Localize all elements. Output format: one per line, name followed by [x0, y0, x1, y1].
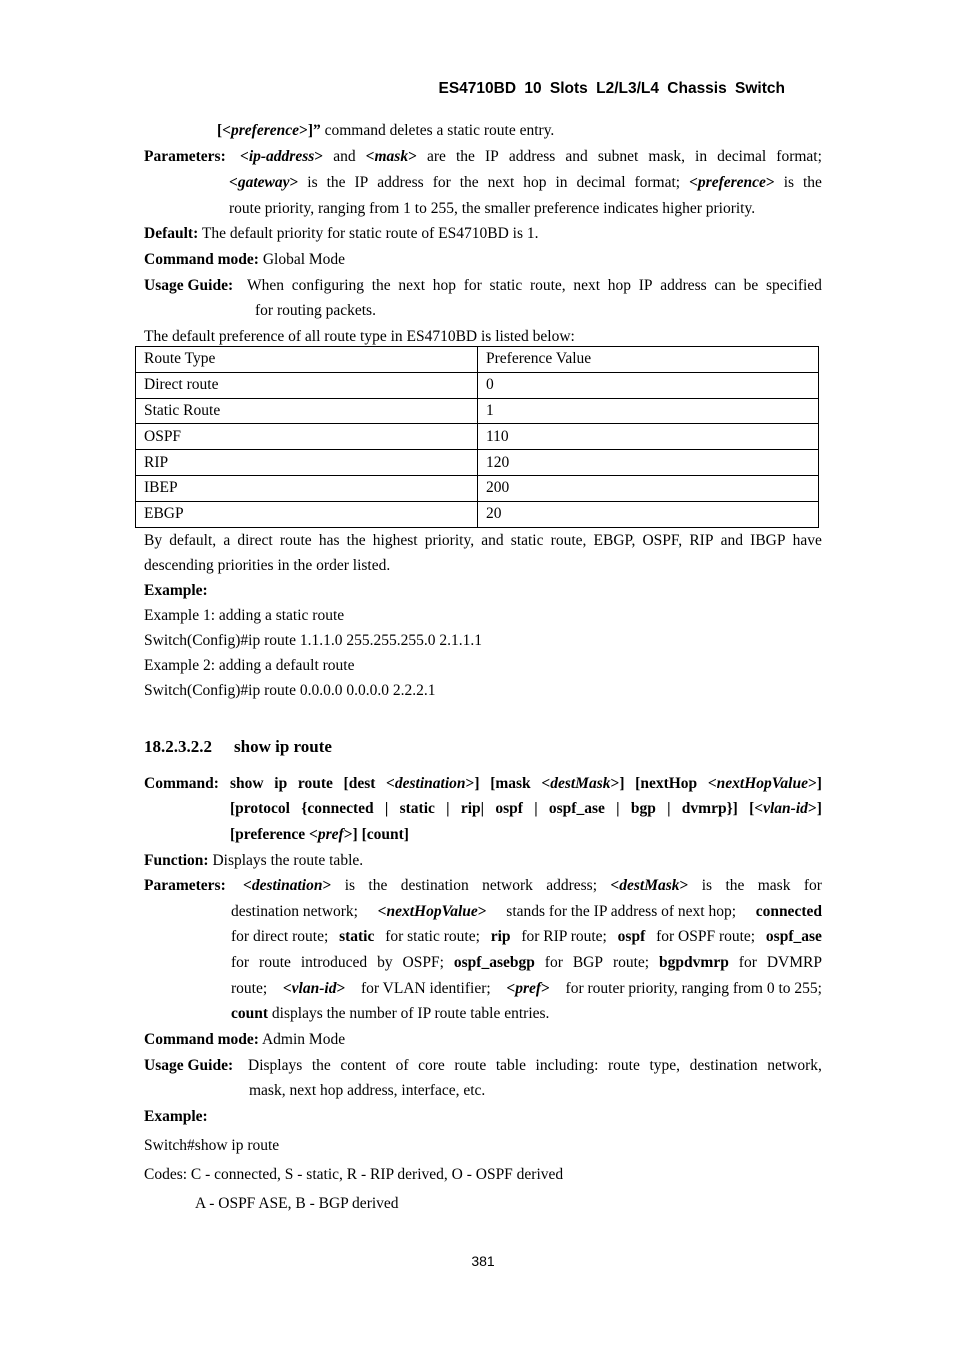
word: <destination>	[243, 877, 332, 894]
word: the	[346, 532, 366, 549]
word: |	[534, 800, 538, 817]
word: the	[368, 877, 388, 894]
preference-tail-bold: [<preference>]”	[217, 122, 321, 139]
after-table-line-2: descending priorities in the order listed.	[144, 557, 391, 574]
word: route;	[612, 954, 650, 971]
word: subnet	[597, 148, 639, 165]
params2-line-3	[231, 927, 822, 947]
word: <preference>	[689, 174, 775, 191]
word: and	[565, 148, 588, 165]
table-row	[136, 424, 819, 450]
section-title: show ip route	[234, 737, 332, 756]
word: [protocol	[230, 800, 290, 817]
usage-label-2: Usage Guide:	[144, 1057, 234, 1074]
word: route,	[550, 532, 587, 549]
word: for OSPF route;	[656, 928, 756, 945]
word: network,	[767, 1057, 822, 1074]
word: {connected	[301, 800, 374, 817]
word: IP	[354, 174, 369, 191]
word: [nextHop	[635, 775, 698, 792]
word: in	[695, 148, 708, 165]
word: and	[481, 532, 504, 549]
section-heading	[144, 737, 332, 757]
table-intro: The default preference of all route type in ES4710BD is listed below:	[144, 328, 575, 345]
table-cell: Direct route	[136, 372, 478, 398]
word: <mask>	[365, 148, 417, 165]
word: EBGP,	[593, 532, 636, 549]
word: <nextHopValue>]	[707, 775, 822, 792]
word: route	[259, 954, 291, 971]
table-cell: 0	[478, 372, 819, 398]
word: |	[616, 800, 620, 817]
command-line-2	[230, 799, 822, 819]
word: By	[144, 532, 163, 549]
word: network	[482, 877, 533, 894]
table-row	[136, 475, 819, 501]
word: <gateway>	[229, 174, 299, 191]
after-table-line-1	[144, 531, 822, 551]
preference-tail-text: command deletes a static route entry.	[320, 122, 555, 139]
word: bgp	[630, 800, 656, 817]
word: IBGP	[750, 532, 786, 549]
preference-table	[135, 346, 819, 528]
example-1: Example 1: adding a static route	[144, 607, 345, 624]
word: RIP	[689, 532, 714, 549]
table-header-cell: Preference Value	[478, 347, 819, 373]
word: <destination>]	[386, 775, 480, 792]
codes-line-1: Codes: C - connected, S - static, R - RIP derived, O - OSPF derived	[144, 1166, 564, 1183]
word: |	[667, 800, 671, 817]
command-line-1	[230, 774, 822, 794]
word: static	[339, 928, 375, 945]
word: route;	[231, 980, 268, 997]
word: OSPF;	[402, 954, 444, 971]
word: rip|	[460, 800, 485, 817]
example-label-2: Example:	[144, 1108, 208, 1125]
command-mode-line: Command mode: Global Mode	[144, 251, 346, 268]
params2-line-5	[231, 979, 822, 999]
word: a	[223, 532, 231, 549]
word: direct	[237, 532, 273, 549]
word: be	[743, 277, 759, 294]
word: static	[399, 800, 435, 817]
table-cell: 1	[478, 398, 819, 424]
word: When	[247, 277, 285, 294]
command-label: Command:	[144, 775, 219, 792]
word: introduced	[300, 954, 368, 971]
word: [dest	[343, 775, 376, 792]
function-line: Function: Displays the route table.	[144, 852, 364, 869]
word: can	[714, 277, 736, 294]
word: for RIP route;	[521, 928, 607, 945]
word: for	[738, 954, 757, 971]
word: hop	[523, 174, 547, 191]
word: <nextHopValue>	[377, 903, 487, 920]
page-number: 381	[471, 1253, 495, 1269]
word: route	[608, 1057, 640, 1074]
word: default,	[169, 532, 217, 549]
word: and	[333, 148, 356, 165]
word: table	[495, 1057, 526, 1074]
word: rip	[490, 928, 511, 945]
params-line-3: route priority, ranging from 1 to 255, the smaller preference indicates higher priority.	[229, 200, 756, 217]
params-line-2	[229, 173, 822, 193]
word: decimal	[576, 174, 626, 191]
word: for	[231, 954, 250, 971]
example-1-command: Switch(Config)#ip route 1.1.1.0 255.255.255.0 2.1.1.1	[144, 632, 482, 649]
word: for direct route;	[231, 928, 329, 945]
codes-line-2: A - OSPF ASE, B - BGP derived	[195, 1195, 399, 1212]
command-line-3: [preference <pref>] [count]	[230, 826, 409, 843]
word: decimal	[717, 148, 767, 165]
word: have	[792, 532, 822, 549]
word: destination network;	[231, 903, 358, 920]
word: |	[446, 800, 450, 817]
command-mode-line-2: Command mode: Admin Mode	[144, 1031, 346, 1048]
word: is	[701, 877, 713, 894]
table-row	[136, 372, 819, 398]
word: for	[803, 877, 822, 894]
word: type,	[649, 1057, 681, 1074]
usage-line-1	[247, 276, 822, 296]
word: |	[384, 800, 389, 817]
word: dvmrp}]	[681, 800, 738, 817]
table-row	[136, 501, 819, 527]
section-number: 18.2.3.2.2	[144, 737, 212, 756]
table-cell: OSPF	[136, 424, 478, 450]
word: destination	[689, 1057, 758, 1074]
word: is	[344, 877, 356, 894]
word: the	[371, 277, 391, 294]
word: ospf	[617, 928, 646, 945]
word: static	[510, 532, 544, 549]
word: in	[555, 174, 568, 191]
word: ospf_ase	[548, 800, 605, 817]
word: stands for the IP address of next hop;	[506, 903, 737, 920]
word: <destMask>	[610, 877, 689, 894]
word: for static route;	[385, 928, 480, 945]
word: the	[455, 148, 475, 165]
params-line-1	[240, 147, 822, 167]
word: format;	[634, 174, 681, 191]
table-cell: Static Route	[136, 398, 478, 424]
word: [<vlan-id>]	[749, 800, 822, 817]
word: the	[311, 1057, 331, 1074]
example-2: Example 2: adding a default route	[144, 657, 355, 674]
word: for VLAN identifier;	[360, 980, 491, 997]
word: highest	[372, 532, 418, 549]
usage2-line-1	[248, 1056, 822, 1076]
usage-line-2: for routing packets.	[255, 302, 376, 319]
table-cell: IBEP	[136, 475, 478, 501]
table-header-row	[136, 347, 819, 373]
word: next	[398, 277, 426, 294]
word: including:	[535, 1057, 599, 1074]
table-cell: 120	[478, 450, 819, 476]
word: OSPF,	[642, 532, 683, 549]
word: for	[432, 174, 451, 191]
word: mask,	[648, 148, 685, 165]
word: <destMask>]	[541, 775, 625, 792]
word: ip	[274, 775, 288, 792]
example-2-command: Switch(Config)#ip route 0.0.0.0 0.0.0.0 2.2.2.1	[144, 682, 436, 699]
usage2-line-2: mask, next hop address, interface, etc.	[249, 1082, 486, 1099]
word: priority,	[424, 532, 475, 549]
word: address	[660, 277, 707, 294]
word: are	[427, 148, 446, 165]
table-cell: 110	[478, 424, 819, 450]
params2-line-6: count displays the number of IP route table entries.	[231, 1005, 550, 1022]
page-header: ES4710BD 10 Slots L2/L3/L4 Chassis Switch	[438, 80, 785, 97]
word: for	[544, 954, 563, 971]
usage-label: Usage Guide:	[144, 277, 234, 294]
word: DVMRP	[766, 954, 822, 971]
word: connected	[755, 903, 822, 920]
word: route	[297, 775, 333, 792]
word: route,	[529, 277, 566, 294]
word: for router priority, ranging from 0 to 255;	[565, 980, 822, 997]
word: and	[720, 532, 744, 549]
word: show	[230, 775, 264, 792]
word: configuring	[291, 277, 365, 294]
example-command: Switch#show ip route	[144, 1137, 280, 1154]
word: content	[340, 1057, 386, 1074]
word: core	[418, 1057, 445, 1074]
preference-tail-line	[217, 121, 554, 141]
table-cell: RIP	[136, 450, 478, 476]
word: address;	[546, 877, 598, 894]
word: Displays	[248, 1057, 303, 1074]
word: IP	[638, 277, 653, 294]
word: next	[487, 174, 515, 191]
word: ospf_asebgp	[453, 954, 535, 971]
word: static	[489, 277, 523, 294]
default-line: Default: The default priority for static route of ES4710BD is 1.	[144, 225, 539, 242]
word: the	[803, 174, 822, 191]
word: of	[395, 1057, 409, 1074]
word: address	[377, 174, 424, 191]
word: IP	[484, 148, 499, 165]
word: for	[463, 277, 482, 294]
table-header-cell: Route Type	[136, 347, 478, 373]
table-row	[136, 450, 819, 476]
table-row	[136, 398, 819, 424]
table-cell: EBGP	[136, 501, 478, 527]
word: <pref>	[506, 980, 550, 997]
params-label: Parameters:	[144, 148, 226, 165]
word: address	[508, 148, 556, 165]
params-label-2: Parameters:	[144, 877, 226, 894]
word: ospf	[495, 800, 523, 817]
params2-line-2	[231, 902, 822, 922]
word: next	[573, 277, 601, 294]
word: hop	[607, 277, 632, 294]
word: has	[318, 532, 340, 549]
word: mask	[757, 877, 791, 894]
word: <vlan-id>	[282, 980, 346, 997]
word: specified	[765, 277, 822, 294]
word: is	[783, 174, 795, 191]
word: bgpdvmrp	[659, 954, 729, 971]
table-cell: 20	[478, 501, 819, 527]
word: route	[279, 532, 312, 549]
word: by	[377, 954, 393, 971]
table-cell: 200	[478, 475, 819, 501]
word: hop	[432, 277, 457, 294]
word: is	[307, 174, 318, 191]
word: [mask	[490, 775, 531, 792]
word: <ip-address>	[240, 148, 324, 165]
word: BGP	[572, 954, 603, 971]
example-label: Example:	[144, 582, 208, 599]
word: the	[326, 174, 346, 191]
word: the	[725, 877, 745, 894]
word: destination	[400, 877, 469, 894]
params2-line-1	[243, 876, 822, 896]
params2-line-4	[231, 953, 822, 973]
word: ospf_ase	[765, 928, 822, 945]
word: format;	[776, 148, 822, 165]
word: route	[454, 1057, 487, 1074]
word: the	[459, 174, 479, 191]
